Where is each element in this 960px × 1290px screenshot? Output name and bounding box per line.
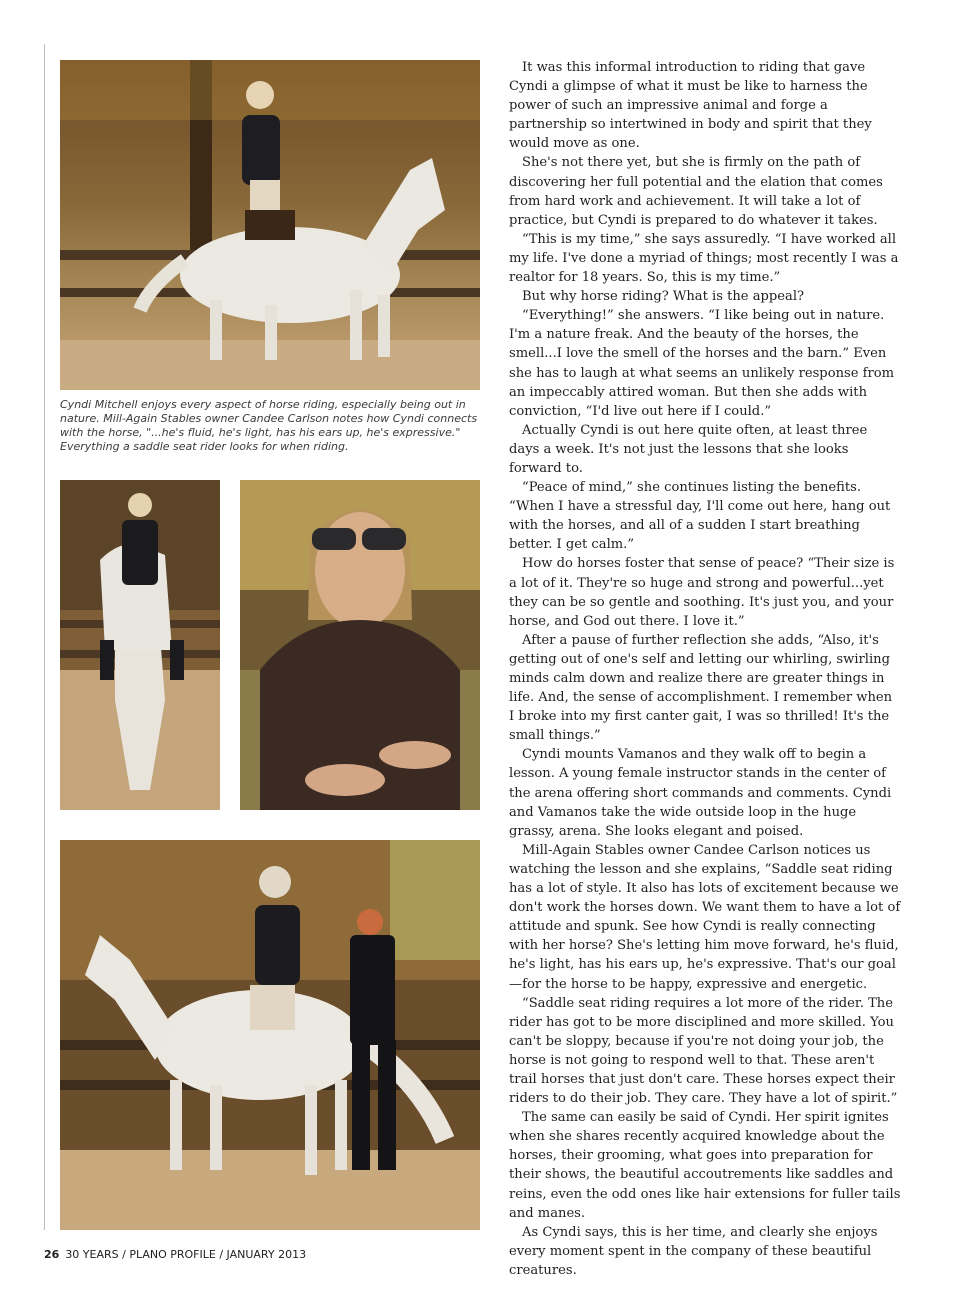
paragraph: “Saddle seat riding requires a lot more of the rider. The rider has got to be more disciplined and more skilled. You can't be sloppy, because if you're not doing your job, the horse is not going to respond well to that. These aren't trail horses that just don't care. These horses expect their riders to do their job. They care. They have a lot of spirit.” (509, 995, 898, 1107)
paragraph: As Cyndi says, this is her time, and clearly she enjoys every moment spent in the company of these beautiful creatures. (509, 1224, 878, 1278)
paragraph: She's not there yet, but she is firmly on the path of discovering her full potential and the elation that comes from hard work and achievement. It will take a lot of practice, but Cyndi is prepared to do whatever it takes. (509, 155, 883, 228)
paragraph: “Everything!” she answers. “I like being out in nature. I'm a nature freak. And the beauty of the horses, the smell...I love the smell of the horses and the barn.” Even she has to laugh at what seems an unlikely response from an impeccably attired woman. But then she adds with conviction, “I'd live out here if I could.” (509, 308, 895, 419)
paragraph: It was this informal introduction to riding that gave Cyndi a glimpse of what it must be like to harness the power of such an impressive animal and forge a partnership so intertwined in body and spirit that they would move as one. (509, 60, 872, 152)
paragraph: Cyndi mounts Vamanos and they walk off to begin a lesson. A young female instructor stands in the center of the arena offering short commands and comments. Cyndi and Vamanos take the wide outside loop in the huge grassy, arena. She looks elegant and poised. (509, 747, 892, 839)
paragraph: After a pause of further reflection she adds, “Also, it's getting out of one's self and letting our whirling, swirling minds calm down and realize there are greater things in life. And, the sense of accomplishment. I remember when I broke into my first canter gait, I was so thrilled! It's the small things.” (509, 632, 893, 744)
article-body (509, 58, 901, 1280)
paragraph: “Peace of mind,” she continues listing the benefits. “When I have a stressful day, I'll come out here, hang out with the horses, and all of a sudden I start breathing better. I get calm.” (509, 480, 891, 553)
page-footer (44, 1248, 306, 1261)
paragraph: But why horse riding? What is the appeal? (522, 289, 805, 305)
paragraph: The same can easily be said of Cyndi. Her spirit ignites when she shares recently acquired knowledge about the horses, their grooming, what goes into preparation for their shows, the beautiful accoutrements like saddles and reins, even the odd ones like hair extensions for fuller tails and manes. (509, 1110, 901, 1221)
footer-publication: 30 YEARS / PLANO PROFILE / JANUARY 2013 (65, 1248, 307, 1261)
left-margin-rule (44, 44, 45, 1230)
paragraph: How do horses foster that sense of peace? “Their size is a lot of it. They're so huge and strong and powerful...yet they can be so gentle and soothing. It's just you, and your horse, and God out there. I love it.” (509, 556, 895, 629)
paragraph: Mill-Again Stables owner Candee Carlson notices us watching the lesson and she explains, “Saddle seat riding has a lot of style. It also has lots of excitement because we don't work the horses down. We want them to have a lot of attitude and spunk. See how Cyndi is really connecting with her horse? She's letting him move forward, he's fluid, he's light, has his ears up, he's expressive. That's our goal—for the horse to be happy, expressive and energetic. (509, 842, 901, 992)
photo-rider-trotting (60, 60, 480, 390)
photo-caption: Cyndi Mitchell enjoys every aspect of horse riding, especially being out in nature. Mill-Again Stables owner Candee Carlson notes how Cyndi connects with the horse, "...he's fluid, he's light, has his ears up, he's expressive." Everything a saddle seat rider looks for when riding. (60, 398, 478, 453)
paragraph: “This is my time,” she says assuredly. “I have worked all my life. I've done a myriad of things; most recently I was a realtor for 18 years. So, this is my time.” (509, 231, 899, 286)
paragraph: Actually Cyndi is out here quite often, at least three days a week. It's not just the lessons that she looks forward to. (509, 422, 868, 476)
photo-rider-front (60, 480, 220, 810)
photo-instructor-portrait (240, 480, 480, 810)
page-number: 26 (44, 1248, 60, 1261)
photo-rider-and-instructor (60, 840, 480, 1230)
